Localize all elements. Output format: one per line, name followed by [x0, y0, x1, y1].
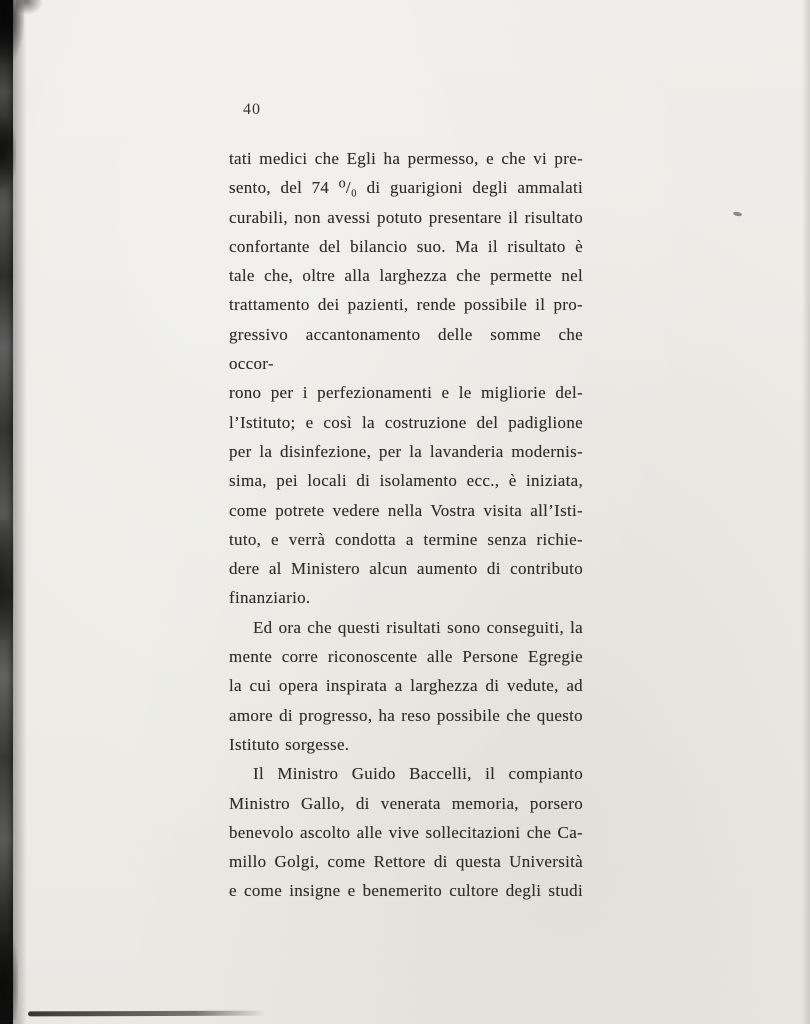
text-line: e come insigne e benemerito cultore degli studi	[229, 881, 583, 901]
text-line: confortante del bilancio suo. Ma il risultato è	[229, 236, 583, 256]
text-line: Ministro Gallo, di venerata memoria, porsero	[229, 793, 583, 813]
text-line: Ed ora che questi risultati sono conseguiti, la	[253, 617, 583, 637]
text-line: come potrete vedere nella Vostra visita all’Isti-	[229, 500, 583, 520]
text-line: Il Ministro Guido Baccelli, il compianto	[253, 764, 583, 784]
text-line: millo Golgi, come Rettore di questa Università	[229, 852, 583, 872]
scan-smudge	[0, 118, 16, 188]
scan-streak	[28, 1011, 266, 1017]
scan-speck	[733, 211, 743, 217]
text-line: tale che, oltre alla larghezza che permette nel	[229, 266, 583, 286]
page-number: 40	[243, 101, 261, 118]
text-line: tati medici che Egli ha permesso, e che vi pre-	[229, 149, 583, 168]
text-line: l’Istituto; e così la costruzione del padiglione	[229, 412, 583, 432]
text-line: per la disinfezione, per la lavanderia modernis-	[229, 441, 583, 461]
text-line: tuto, e verrà condotta a termine senza richie-	[229, 529, 583, 549]
page-edge-shade	[802, 0, 810, 1024]
text-line: Istituto sorgesse.	[229, 734, 350, 754]
text-line: dere al Ministero alcun aumento di contributo	[229, 559, 583, 579]
scan-smudge	[0, 930, 18, 1020]
text-block	[229, 144, 583, 906]
scan-smudge	[16, 0, 42, 14]
text-line: finanziario.	[229, 588, 311, 608]
scan-smudge	[0, 520, 14, 640]
text-line: curabili, non avessi potuto presentare il risultato	[229, 207, 583, 227]
text-line: sento, del 74 ⁰/₀ di guarigioni degli ammalati	[229, 178, 583, 198]
text-line: mente corre riconoscente alle Persone Egregie	[229, 647, 583, 667]
text-line: benevolo ascolto alle vive sollecitazioni che Ca-	[229, 822, 583, 842]
text-line: trattamento dei pazienti, rende possibile il pro-	[229, 295, 583, 315]
text-line: sima, pei locali di isolamento ecc., è iniziata,	[229, 471, 583, 491]
text-line: la cui opera inspirata a larghezza di vedute, ad	[229, 676, 583, 696]
text-line: amore di progresso, ha reso possibile che questo	[229, 705, 583, 725]
text-line: rono per i perfezionamenti e le migliorie del-	[229, 383, 583, 403]
text-line: gressivo accantonamento delle somme che occor-	[229, 324, 583, 374]
